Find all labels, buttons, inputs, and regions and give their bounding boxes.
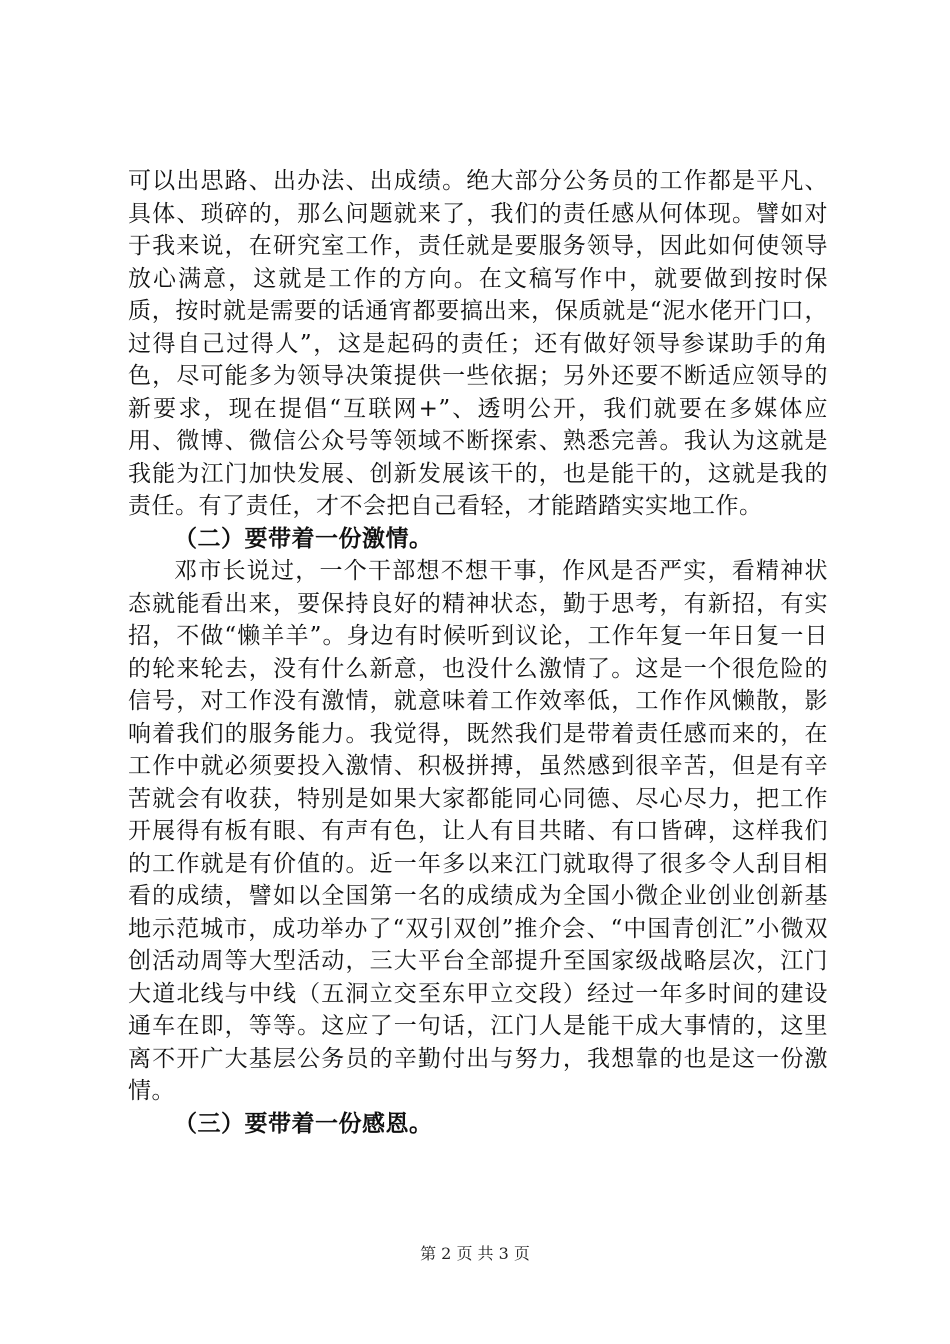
document-body [128,165,828,1140]
paragraph-responsibility-continued: 可以出思路、出办法、出成绩。绝大部分公务员的工作都是平凡、具体、琐碎的，那么问题就来了，我们的责任感从何体现。譬如对于我来说，在研究室工作，责任就是要服务领导，因此如何使领导放心满意，这就是工作的方向。在文稿写作中，就要做到按时保质，按时就是需要的话通宵都要搞出来，保质就是“泥水佬开门口，过得自己过得人”，这是起码的责任；还有做好领导参谋助手的角色，尽可能多为领导决策提供一些依据；另外还要不断适应领导的新要求，现在提倡“互联网+”、透明公开，我们就要在多媒体应用、微博、微信公众号等领域不断探索、熟悉完善。我认为这就是我能为江门加快发展、创新发展该干的，也是能干的，这就是我的责任。有了责任，才不会把自己看轻，才能踏踏实实地工作。 [128,168,828,519]
paragraph-passion: 邓市长说过，一个干部想不想干事，作风是否严实，看精神状态就能看出来，要保持良好的精神状态，勤于思考，有新招，有实招，不做“懒羊羊”。身边有时候听到议论，工作年复一年日复一日的轮来轮去，没有什么新意，也没什么激情了。这是一个很危险的信号，对工作没有激情，就意味着工作效率低，工作作风懒散，影响着我们的服务能力。我觉得，既然我们是带着责任感而来的，在工作中就必须要投入激情、积极拼搏，虽然感到很辛苦，但是有辛苦就会有收获，特别是如果大家都能同心同德、尽心尽力，把工作开展得有板有眼、有声有色，让人有目共睹、有口皆碑，这样我们的工作就是有价值的。近一年多以来江门就取得了很多令人刮目相看的成绩，譬如以全国第一名的成绩成为全国小微企业创业创新基地示范城市，成功举办了“双引双创”推介会、“中国青创汇”小微双创活动周等大型活动，三大平台全部提升至国家级战略层次，江门大道北线与中线（五洞立交至东甲立交段）经过一年多时间的建设通车在即，等等。这应了一句话，江门人是能干成大事情的，这里离不开广大基层公务员的辛勤付出与努力，我想靠的也是这一份激情。 [128,558,828,1104]
section-heading-passion: （二）要带着一份激情。 [174,525,433,552]
page-footer: 第 2 页 共 3 页 [420,1244,530,1263]
section-heading-gratitude: （三）要带着一份感恩。 [174,1110,433,1137]
